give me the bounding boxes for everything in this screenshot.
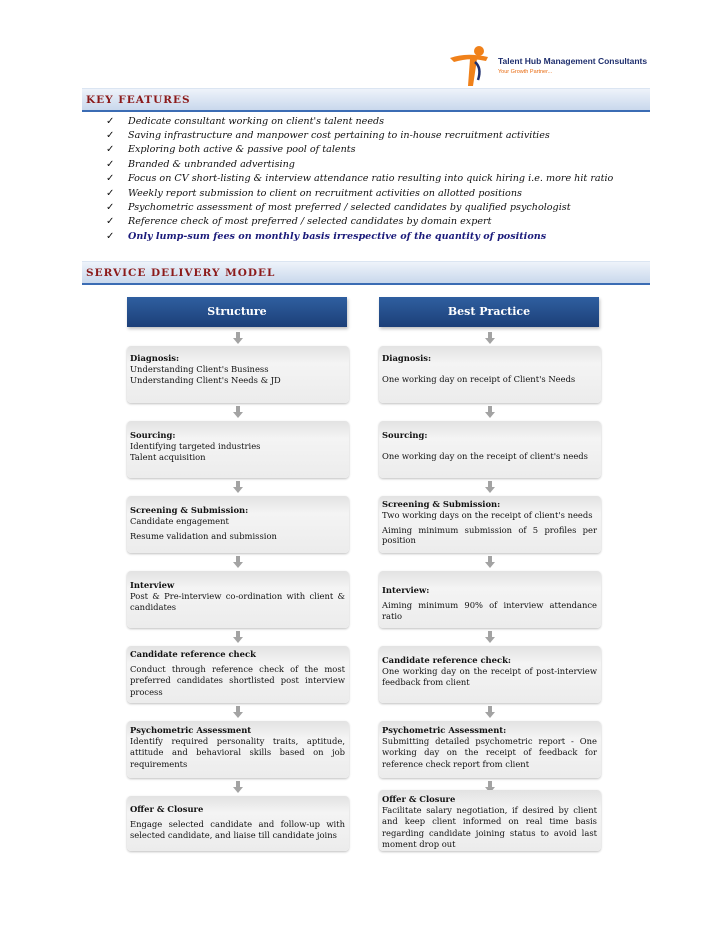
- structure-step-screening: Screening & Submission: Candidate engagement Resume validation and submission: [127, 496, 349, 553]
- list-item: ✓ Weekly report submission to client on recruitment activities on allotted positions: [106, 187, 522, 199]
- structure-header: Structure: [127, 297, 347, 327]
- best-practice-step-psychometric: Psychometric Assessment: Submitting detailed psychometric report - One working day on the receipt of feedback for reference check report from client: [379, 721, 601, 778]
- structure-step-diagnosis: Diagnosis: Understanding Client's Business Understanding Client's Needs & JD: [127, 346, 349, 403]
- list-item: ✓ Focus on CV short-listing & interview attendance ratio resulting into quick hiring i.e. more hit ratio: [106, 173, 614, 185]
- checkmark-icon: ✓: [106, 230, 115, 242]
- best-practice-header: Best Practice: [379, 297, 599, 327]
- list-item: ✓ Branded & unbranded advertising: [106, 158, 295, 170]
- down-arrow-icon: [233, 332, 243, 344]
- service-delivery-bar: [82, 261, 650, 285]
- structure-step-sourcing: Sourcing: Identifying targeted industries Talent acquisition: [127, 421, 349, 478]
- down-arrow-icon: [485, 631, 495, 643]
- down-arrow-icon: [485, 406, 495, 418]
- checkmark-icon: ✓: [106, 216, 115, 228]
- down-arrow-icon: [485, 556, 495, 568]
- checkmark-icon: ✓: [106, 187, 115, 199]
- list-item: ✓ Saving infrastructure and manpower cost pertaining to in-house recruitment activities: [106, 130, 550, 142]
- structure-step-interview: Interview Post & Pre-interview co-ordination with client & candidates: [127, 571, 349, 628]
- structure-step-reference-check: Candidate reference check Conduct through reference check of the most preferred candidates shortlisted post interview process: [127, 646, 349, 703]
- down-arrow-icon: [233, 781, 243, 793]
- best-practice-step-offer-closure: Offer & Closure Facilitate salary negotiation, if desired by client and keep client informed on real time basis regarding candidate joining status to avoid last moment drop out: [379, 790, 601, 851]
- down-arrow-icon: [233, 406, 243, 418]
- best-practice-step-interview: Interview: Aiming minimum 90% of interview attendance ratio: [379, 571, 601, 628]
- list-item: ✓ Dedicate consultant working on client's talent needs: [106, 115, 385, 127]
- checkmark-icon: ✓: [106, 115, 115, 127]
- list-item: ✓ Psychometric assessment of most preferred / selected candidates by qualified psychologist: [106, 202, 571, 214]
- down-arrow-icon: [233, 481, 243, 493]
- down-arrow-icon: [485, 332, 495, 344]
- checkmark-icon: ✓: [106, 144, 115, 156]
- service-delivery-title: SERVICE DELIVERY MODEL: [86, 267, 276, 279]
- company-name: Talent Hub Management Consultants: [498, 56, 648, 66]
- checkmark-icon: ✓: [106, 130, 115, 142]
- structure-step-offer-closure: Offer & Closure Engage selected candidate and follow-up with selected candidate, and liaise till candidate joins: [127, 796, 349, 851]
- down-arrow-icon: [233, 556, 243, 568]
- best-practice-step-diagnosis: Diagnosis: One working day on receipt of Client's Needs: [379, 346, 601, 403]
- list-item: ✓ Only lump-sum fees on monthly basis irrespective of the quantity of positions: [106, 230, 547, 242]
- list-item: ✓ Reference check of most preferred / selected candidates by domain expert: [106, 216, 492, 228]
- down-arrow-icon: [233, 631, 243, 643]
- best-practice-step-screening: Screening & Submission: Two working days on the receipt of client's needs Aiming minimum submission of 5 profiles per position: [379, 496, 601, 553]
- checkmark-icon: ✓: [106, 202, 115, 214]
- list-item: ✓ Exploring both active & passive pool of talents: [106, 144, 356, 156]
- best-practice-step-reference-check: Candidate reference check: One working day on the receipt of post-interview feedback from client: [379, 646, 601, 703]
- key-features-list: [106, 114, 646, 244]
- key-features-bar: [82, 88, 650, 112]
- checkmark-icon: ✓: [106, 158, 115, 170]
- company-logo: [448, 42, 648, 88]
- down-arrow-icon: [485, 706, 495, 718]
- company-tagline: Your Growth Partner...: [498, 69, 553, 75]
- down-arrow-icon: [485, 481, 495, 493]
- checkmark-icon: ✓: [106, 173, 115, 185]
- key-features-title: KEY FEATURES: [86, 94, 191, 106]
- structure-step-psychometric: Psychometric Assessment Identify required personality traits, aptitude, attitude and behavioral skills based on job requirements: [127, 721, 349, 778]
- best-practice-step-sourcing: Sourcing: One working day on the receipt of client's needs: [379, 421, 601, 478]
- down-arrow-icon: [233, 706, 243, 718]
- logo-mark-icon: [448, 42, 496, 88]
